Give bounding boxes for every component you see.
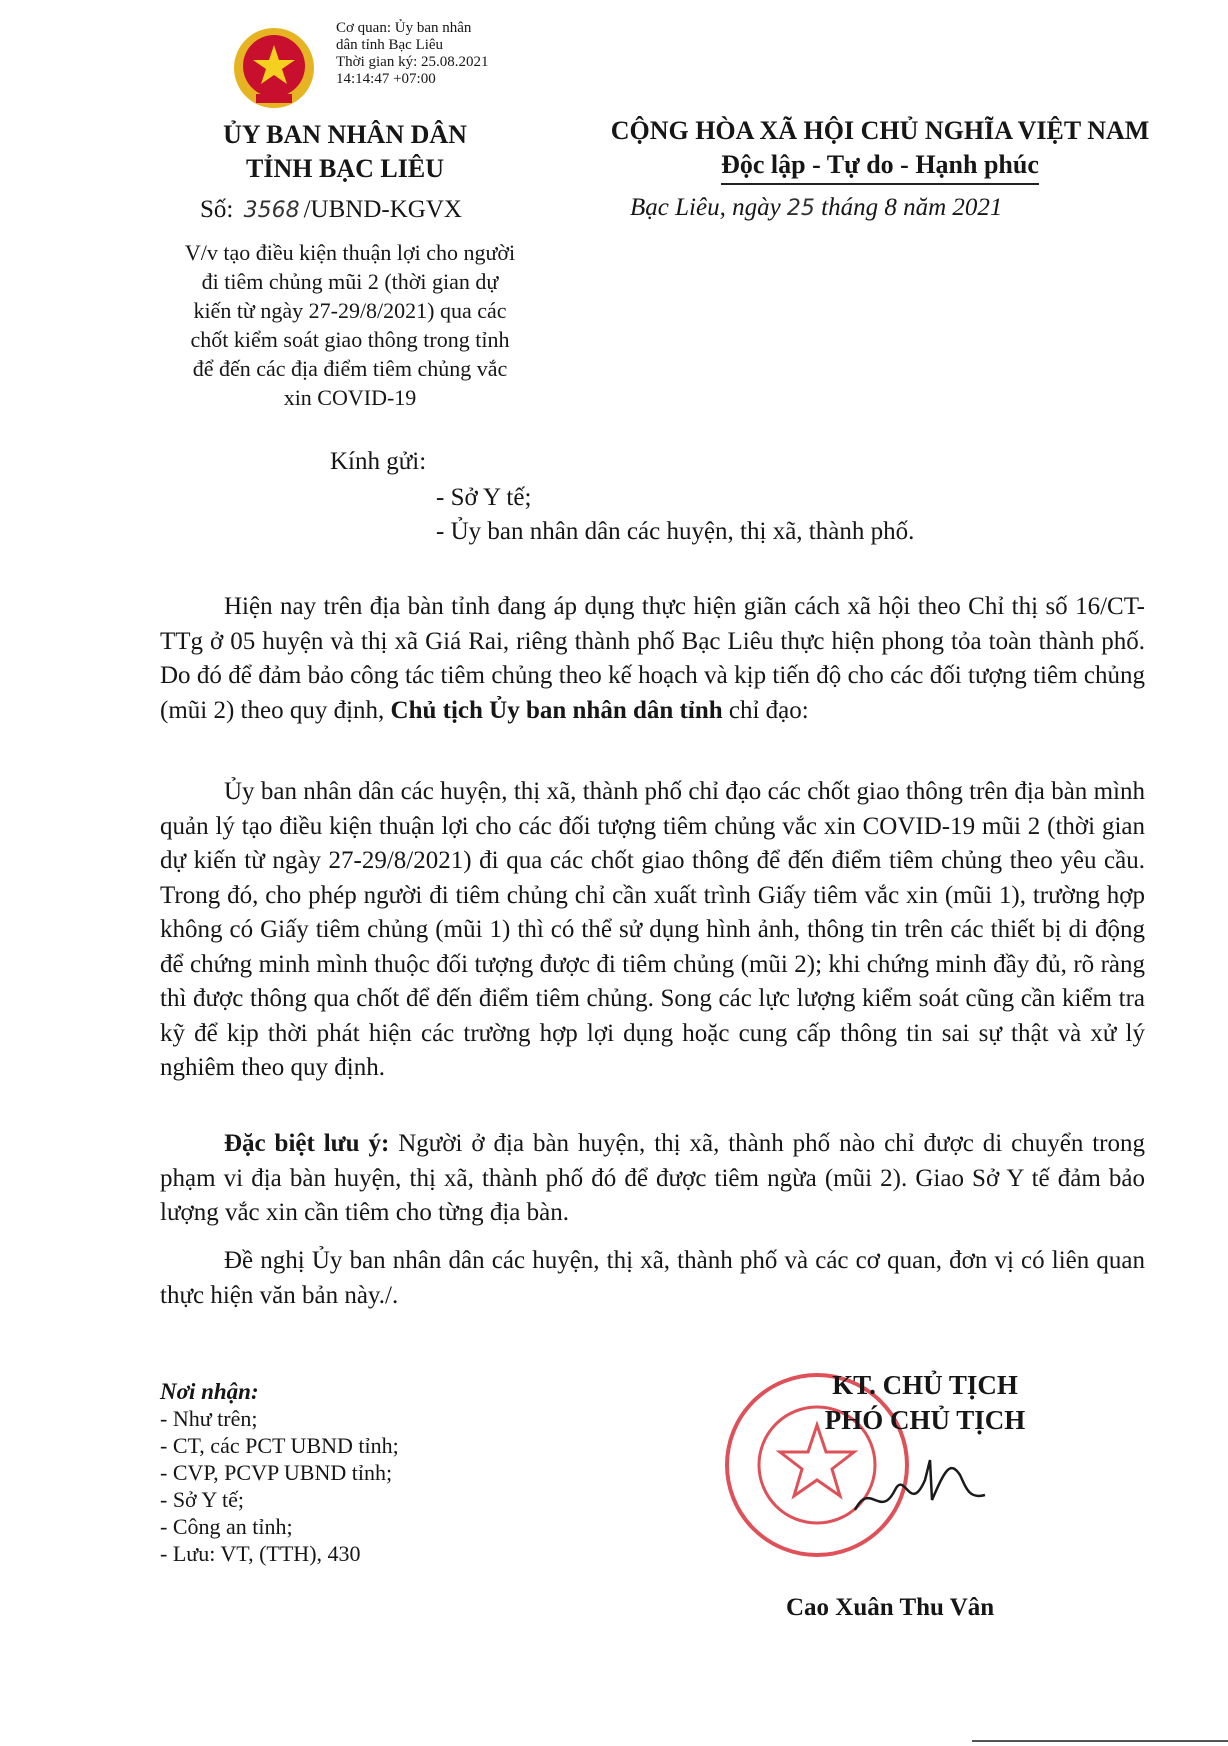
recipient-line: - Ủy ban nhân dân các huyện, thị xã, thành phố.	[436, 518, 915, 545]
date-day-handwritten: 25	[786, 196, 815, 221]
divider	[972, 1740, 1228, 1742]
place-and-date	[630, 194, 1002, 222]
org-name-line1: ỦY BAN NHÂN DÂN	[223, 120, 467, 149]
list-item: - Công an tỉnh;	[160, 1514, 293, 1539]
doc-no-prefix: Số:	[200, 196, 234, 223]
esign-line: Cơ quan: Ủy ban nhân	[336, 20, 472, 36]
state-emblem-icon	[232, 26, 316, 110]
subject-line: V/v tạo điều kiện thuận lợi cho người	[184, 240, 516, 265]
recipient-line: - Sở Y tế;	[436, 484, 532, 511]
bold-phrase: Đặc biệt lưu ý:	[224, 1130, 390, 1157]
esign-line: dân tỉnh Bạc Liêu	[336, 37, 444, 53]
national-motto: Độc lập - Tự do - Hạnh phúc	[721, 148, 1039, 185]
salutation-label: Kính gửi:	[330, 448, 427, 475]
body-paragraph-3: Đặc biệt lưu ý: Người ở địa bàn huyện, thị xã, thành phố nào chỉ được di chuyển trong phạm vi địa bàn huyện, thị xã, thành phố đó để được tiêm ngừa (mũi 2). Giao Sở Y tế đảm bảo lượng vắc xin cần tiêm cho từng địa bàn.	[160, 1130, 1146, 1226]
signer-title-1: KT. CHỦ TỊCH	[832, 1370, 1018, 1400]
list-item: - Lưu: VT, (TTH), 430	[160, 1541, 361, 1566]
recipients-title: Nơi nhận:	[160, 1379, 259, 1404]
list-item: - CT, các PCT UBND tỉnh;	[160, 1433, 399, 1458]
issuing-organization	[150, 118, 540, 186]
org-name-line2: TỈNH BẠC LIÊU	[246, 154, 444, 183]
list-item: - CVP, PCVP UBND tỉnh;	[160, 1460, 393, 1485]
subject-line: xin COVID-19	[283, 385, 417, 410]
document-number	[200, 196, 462, 224]
recipients-list	[160, 1378, 399, 1567]
handwritten-signature-icon	[850, 1440, 990, 1530]
list-item: - Như trên;	[160, 1406, 258, 1431]
document-subject	[150, 238, 550, 412]
doc-no-handwritten: 3568	[243, 198, 300, 223]
signer-name: Cao Xuân Thu Vân	[786, 1594, 995, 1621]
subject-line: đi tiêm chủng mũi 2 (thời gian dự	[201, 269, 499, 294]
place-suffix: tháng 8 năm 2021	[821, 194, 1003, 221]
signer-title-2: PHÓ CHỦ TỊCH	[824, 1405, 1026, 1435]
body-paragraph-2: Ủy ban nhân dân các huyện, thị xã, thành phố chỉ đạo các chốt giao thông trên địa bàn mình quản lý tạo điều kiện thuận lợi cho các đối tượng tiêm chủng vắc xin COVID-19 mũi 2 (thời gian dự kiến từ ngày 27-29/8/2021) đi qua các chốt giao thông để đến điểm tiêm chủng theo yêu cầu. Trong đó, cho phép người đi tiêm chủng chỉ cần xuất trình Giấy tiêm vắc xin (mũi 1), trường hợp không có Giấy tiêm chủng (mũi 1) thì có thể sử dụng hình ảnh, thông tin trên các thiết bị di động để chứng minh mình thuộc đối tượng được đi tiêm chủng (mũi 2); khi chứng minh đầy đủ, rõ ràng thì được thông qua chốt để đến điểm tiêm chủng. Song các lực lượng kiểm soát cũng cần kiểm tra kỹ để kịp thời phát hiện các trường hợp lợi dụng hoặc cung cấp thông tin sai sự thật và xử lý nghiêm theo quy định.	[160, 778, 1145, 1081]
subject-line: để đến các địa điểm tiêm chủng vắc	[192, 356, 508, 381]
doc-no-suffix: /UBND-KGVX	[303, 196, 462, 223]
body-paragraph-1: Hiện nay trên địa bàn tỉnh đang áp dụng thực hiện giãn cách xã hội theo Chỉ thị số 16/CT-TTg ở 05 huyện và thị xã Giá Rai, riêng thành phố Bạc Liêu thực hiện phong tỏa toàn thành phố. Do đó để đảm bảo công tác tiêm chủng theo kế hoạch và kịp tiến độ cho các đối tượng tiêm chủng (mũi 2) theo quy định, Chủ tịch Ủy ban nhân dân tỉnh chỉ đạo:	[160, 593, 1145, 724]
bold-phrase: Chủ tịch Ủy ban nhân dân tỉnh	[390, 696, 723, 724]
subject-line: chốt kiểm soát giao thông trong tỉnh	[190, 327, 510, 352]
esign-line: 14:14:47 +07:00	[336, 71, 436, 87]
national-heading	[560, 114, 1200, 185]
place-prefix: Bạc Liêu, ngày	[630, 194, 781, 221]
subject-line: kiến từ ngày 27-29/8/2021) qua các	[193, 298, 507, 323]
signer-block	[760, 1368, 1090, 1438]
nation-name: CỘNG HÒA XÃ HỘI CHỦ NGHĨA VIỆT NAM	[610, 116, 1150, 145]
body-paragraph-4: Đề nghị Ủy ban nhân dân các huyện, thị xã, thành phố và các cơ quan, đơn vị có liên quan thực hiện văn bản này./.	[160, 1247, 1145, 1309]
list-item: - Sở Y tế;	[160, 1487, 244, 1512]
digital-signature-info	[336, 20, 556, 88]
esign-line: Thời gian ký: 25.08.2021	[336, 54, 489, 70]
